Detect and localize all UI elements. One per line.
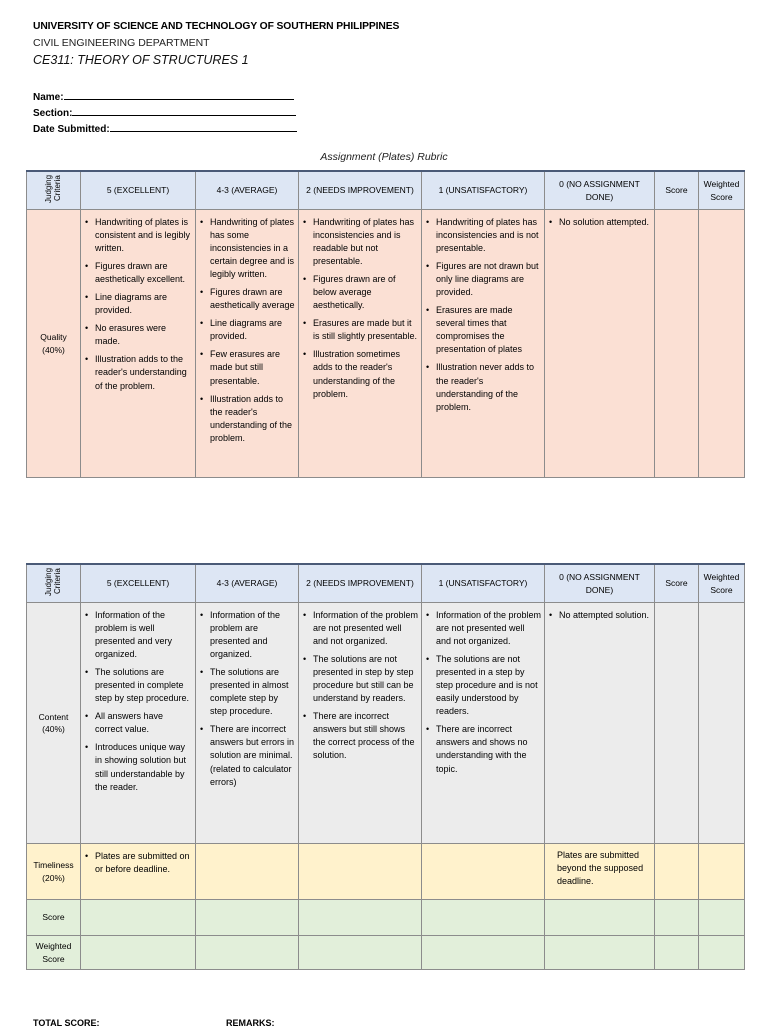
list-item: • All answers have correct value. xyxy=(83,710,193,736)
list-item: • Plates are submitted on or before deadline. xyxy=(83,850,193,876)
needs-improvement-header: 2 (NEEDS IMPROVEMENT) xyxy=(299,564,422,603)
list-item: • Handwriting of plates has inconsistencies and is readable but not presentable. xyxy=(301,216,419,268)
content-weight: (40%) xyxy=(42,724,65,734)
rubric-title: Assignment (Plates) Rubric xyxy=(320,151,448,163)
timeliness-average-cell xyxy=(196,844,299,900)
score-average-cell[interactable] xyxy=(196,900,299,936)
score-unsat-cell[interactable] xyxy=(422,900,545,936)
criteria-header: Judging Criteria xyxy=(27,171,81,210)
quality-weight: (40%) xyxy=(42,344,65,355)
weighted-score-header: Weighted Score xyxy=(699,564,745,603)
quality-needs-cell xyxy=(299,210,422,478)
score-weighted-cell[interactable] xyxy=(699,900,745,936)
course-title: CE311: THEORY OF STRUCTURES 1 xyxy=(33,53,249,67)
department-name: CIVIL ENGINEERING DEPARTMENT xyxy=(33,37,210,49)
score-header: Score xyxy=(655,564,699,603)
name-label: Name: xyxy=(33,92,64,103)
section-field xyxy=(33,106,296,119)
timeliness-weight: (20%) xyxy=(42,872,65,883)
list-item: • Figures drawn are of below average aesthetically. xyxy=(301,273,419,312)
list-item: • Erasures are made but it is still slightly presentable. xyxy=(301,317,419,343)
list-item: • The solutions are not presented in step by step procedure but still can be understand by readers. xyxy=(301,653,419,705)
content-unsat-cell xyxy=(422,603,545,844)
weighted-score-row-label: Weighted Score xyxy=(27,936,81,970)
quality-criteria xyxy=(27,210,81,478)
excellent-header: 5 (EXCELLENT) xyxy=(81,171,196,210)
score-excellent-cell[interactable] xyxy=(81,900,196,936)
quality-row xyxy=(27,210,745,478)
section-label: Section: xyxy=(33,108,73,119)
list-item: • No attempted solution. xyxy=(547,609,652,622)
timeliness-criteria xyxy=(27,844,81,900)
score-header: Score xyxy=(655,171,699,210)
weighted-weighted-cell[interactable] xyxy=(699,936,745,970)
header-row xyxy=(27,564,745,603)
quality-rubric-table xyxy=(26,170,745,478)
timeliness-none-cell xyxy=(545,844,655,900)
weighted-score-cell[interactable] xyxy=(655,936,699,970)
quality-label: Quality xyxy=(40,332,67,343)
quality-excellent-cell xyxy=(81,210,196,478)
criteria-header: Judging Criteria xyxy=(27,564,81,603)
content-criteria xyxy=(27,603,81,844)
university-name: UNIVERSITY OF SCIENCE AND TECHNOLOGY OF SOUTHERN PHILIPPINES xyxy=(33,21,400,32)
no-assignment-header: 0 (NO ASSIGNMENT DONE) xyxy=(545,564,655,603)
list-item: • Illustration never adds to the reader's understanding of the problem. xyxy=(424,361,542,413)
quality-average-cell xyxy=(196,210,299,478)
content-average-cell xyxy=(196,603,299,844)
list-item: • There are incorrect answers and shows no understanding with the topic. xyxy=(424,723,542,775)
list-item: • Few erasures are made but still presentable. xyxy=(198,348,296,387)
quality-weighted-cell[interactable] xyxy=(699,210,745,478)
list-item: • Handwriting of plates has inconsistencies and is not presentable. xyxy=(424,216,542,255)
list-item: • No solution attempted. xyxy=(547,216,652,229)
date-submitted-line xyxy=(110,122,297,132)
weighted-none-cell[interactable] xyxy=(545,936,655,970)
timeliness-score-cell[interactable] xyxy=(655,844,699,900)
weighted-excellent-cell[interactable] xyxy=(81,936,196,970)
date-submitted-field xyxy=(33,122,297,135)
list-item: • Line diagrams are provided. xyxy=(198,317,296,343)
list-item: • Information of the problem is well presented and very organized. xyxy=(83,609,193,661)
list-item: • Handwriting of plates has some inconsistencies in a certain degree and is legibly written. xyxy=(198,216,296,281)
timeliness-label: Timeliness xyxy=(33,860,74,871)
list-item: • Introduces unique way in showing solution but still understandable by the reader. xyxy=(83,741,193,793)
content-weighted-cell[interactable] xyxy=(699,603,745,844)
list-item: • Figures drawn are aesthetically excellent. xyxy=(83,260,193,286)
name-field xyxy=(33,90,294,103)
average-header: 4-3 (AVERAGE) xyxy=(196,564,299,603)
needs-improvement-header: 2 (NEEDS IMPROVEMENT) xyxy=(299,171,422,210)
content-rubric-table xyxy=(26,563,745,970)
section-line xyxy=(72,106,296,116)
quality-score-cell[interactable] xyxy=(655,210,699,478)
list-item: • Illustration sometimes adds to the reader's understanding of the problem. xyxy=(301,348,419,400)
timeliness-unsat-cell xyxy=(422,844,545,900)
list-item: • There are incorrect answers but still shows the correct process of the solution. xyxy=(301,710,419,762)
header-row xyxy=(27,171,745,210)
unsatisfactory-header: 1 (UNSATISFACTORY) xyxy=(422,564,545,603)
score-score-cell[interactable] xyxy=(655,900,699,936)
weighted-unsat-cell[interactable] xyxy=(422,936,545,970)
score-row xyxy=(27,900,745,936)
weighted-score-header: Weighted Score xyxy=(699,171,745,210)
score-needs-cell[interactable] xyxy=(299,900,422,936)
weighted-score-row xyxy=(27,936,745,970)
timeliness-excellent-cell xyxy=(81,844,196,900)
list-item: • There are incorrect answers but errors in solution are minimal. (related to calculator errors) xyxy=(198,723,296,788)
list-item: • The solutions are presented in almost complete step by step procedure. xyxy=(198,666,296,718)
weighted-average-cell[interactable] xyxy=(196,936,299,970)
total-score-label: TOTAL SCORE: xyxy=(33,1018,100,1028)
list-item: • Illustration adds to the reader's understanding of the problem. xyxy=(198,393,296,445)
unsatisfactory-header: 1 (UNSATISFACTORY) xyxy=(422,171,545,210)
list-item: • Information of the problem are not presented well and not organized. xyxy=(301,609,419,648)
score-row-label: Score xyxy=(27,900,81,936)
timeliness-none-text: Plates are submitted beyond the supposed deadline. xyxy=(557,850,644,887)
average-header: 4-3 (AVERAGE) xyxy=(196,171,299,210)
list-item: • Figures drawn are aesthetically average xyxy=(198,286,296,312)
content-excellent-cell xyxy=(81,603,196,844)
timeliness-needs-cell xyxy=(299,844,422,900)
content-row xyxy=(27,603,745,844)
quality-unsat-cell xyxy=(422,210,545,478)
list-item: • The solutions are not presented in a step by step procedure and is not easily understood by readers. xyxy=(424,653,542,718)
score-none-cell[interactable] xyxy=(545,900,655,936)
content-label: Content xyxy=(38,711,69,722)
no-assignment-header: 0 (NO ASSIGNMENT DONE) xyxy=(545,171,655,210)
list-item: • Information of the problem are not presented well and not organized. xyxy=(424,609,542,648)
remarks-label: REMARKS: xyxy=(226,1018,275,1028)
content-none-cell xyxy=(545,603,655,844)
quality-none-cell xyxy=(545,210,655,478)
content-score-cell[interactable] xyxy=(655,603,699,844)
list-item: • Illustration adds to the reader's understanding of the problem. xyxy=(83,353,193,392)
list-item: • Line diagrams are provided. xyxy=(83,291,193,317)
name-line xyxy=(64,90,294,100)
excellent-header: 5 (EXCELLENT) xyxy=(81,564,196,603)
list-item: • No erasures were made. xyxy=(83,322,193,348)
date-submitted-label: Date Submitted: xyxy=(33,124,110,135)
list-item: • Figures are not drawn but only line diagrams are provided. xyxy=(424,260,542,299)
timeliness-row xyxy=(27,844,745,900)
content-needs-cell xyxy=(299,603,422,844)
timeliness-weighted-cell[interactable] xyxy=(699,844,745,900)
list-item: • The solutions are presented in complete step by step procedure. xyxy=(83,666,193,705)
weighted-needs-cell[interactable] xyxy=(299,936,422,970)
list-item: • Information of the problem are presented and organized. xyxy=(198,609,296,661)
list-item: • Handwriting of plates is consistent and is legibly written. xyxy=(83,216,193,255)
list-item: • Erasures are made several times that compromises the presentation of plates xyxy=(424,304,542,356)
